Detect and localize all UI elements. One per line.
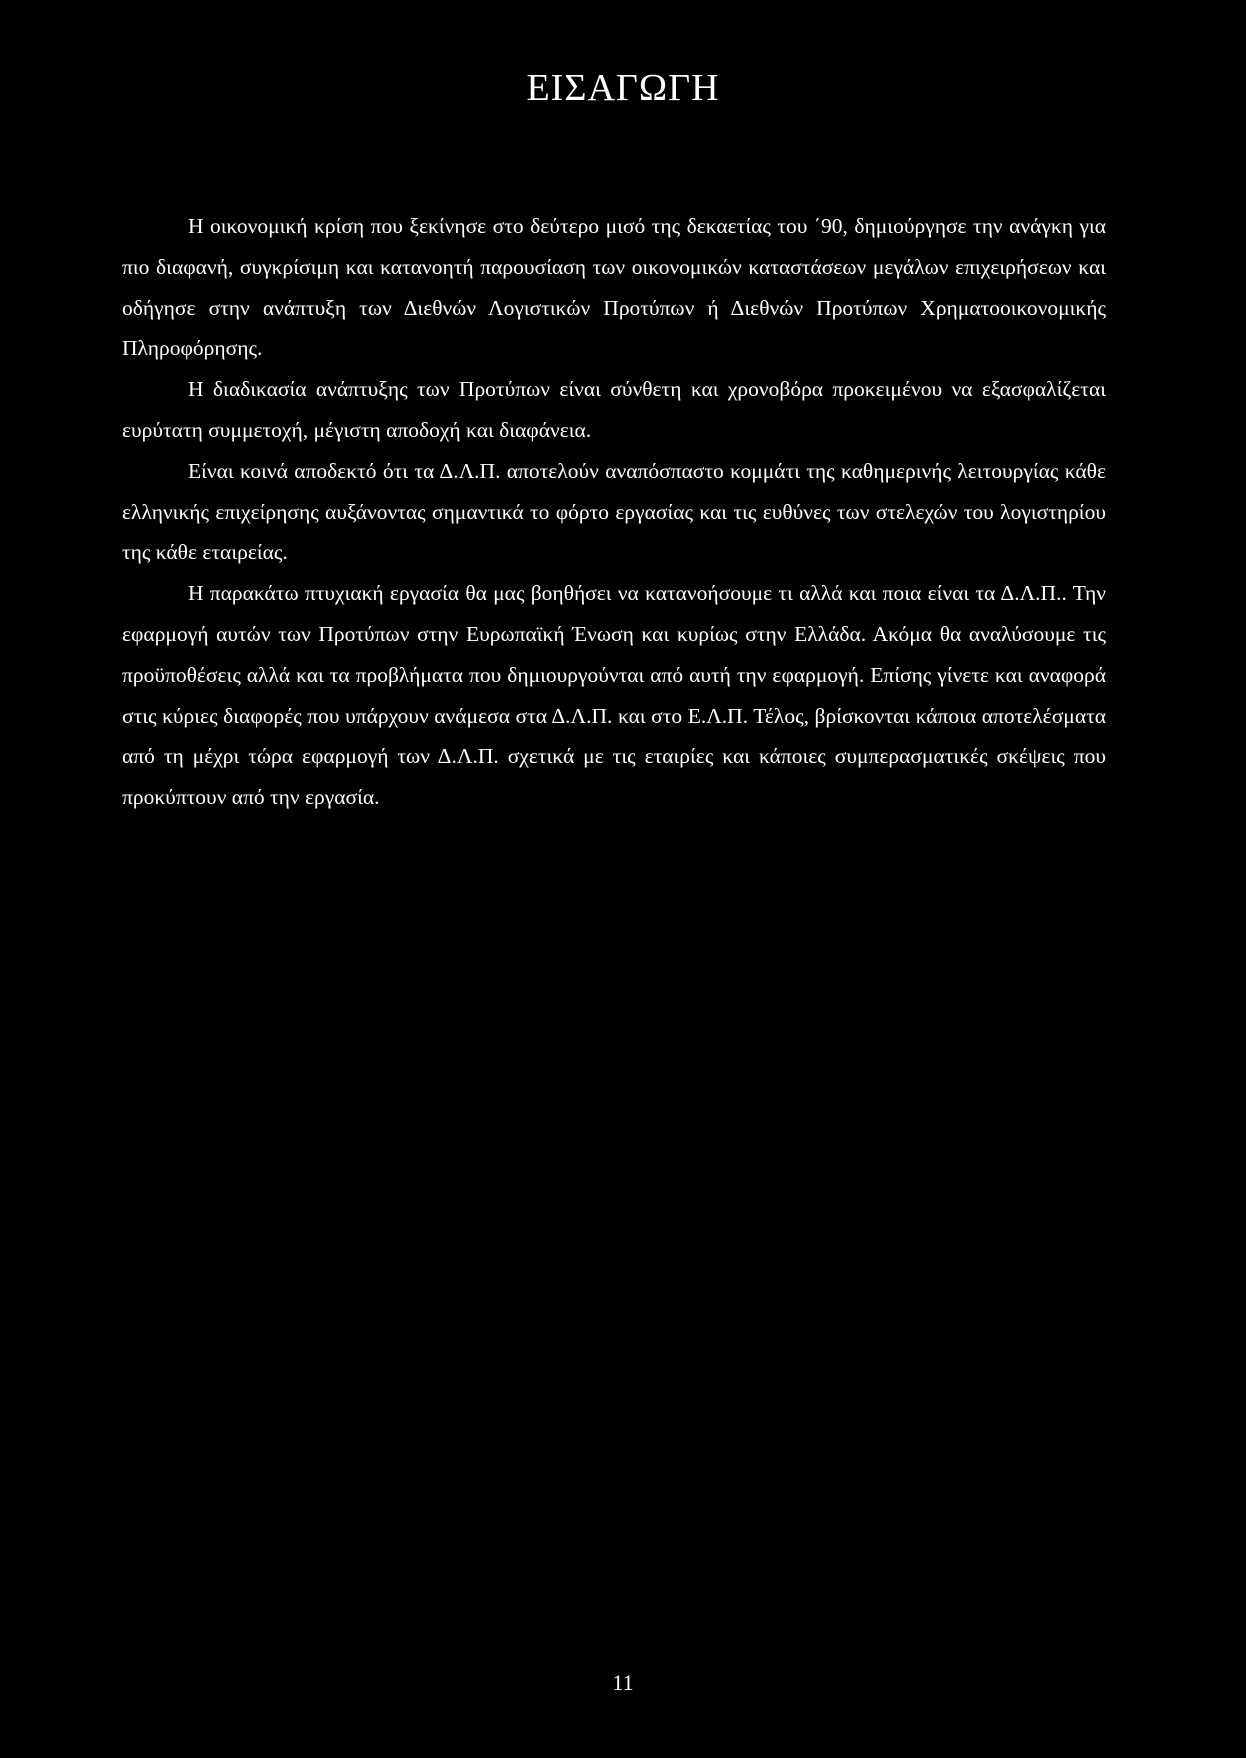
paragraph-1: Η οικονομική κρίση που ξεκίνησε στο δεύτερο μισό της δεκαετίας του ΄90, δημιούργησε την ανάγκη για πιο διαφανή, συγκρίσιμη και κατανοητή παρουσίαση των οικονομικών καταστάσεων μεγάλων επιχειρήσεων και οδήγησε στην ανάπτυξη των Διεθνών Λογιστικών Προτύπων ή Διεθνών Προτύπων Χρηματοοικονομικής Πληροφόρησης. — [122, 214, 1106, 361]
page-number: 11 — [612, 1670, 634, 1695]
page-title: ΕΙΣΑΓΩΓΗ — [526, 67, 720, 109]
paragraph-3: Είναι κοινά αποδεκτό ότι τα Δ.Λ.Π. αποτελούν αναπόσπαστο κομμάτι της καθημερινής λειτουργίας κάθε ελληνικής επιχείρησης αυξάνοντας σημαντικά το φόρτο εργασίας και τις ευθύνες των στελεχών του λογιστηρίου της κάθε εταιρείας. — [122, 458, 1106, 565]
paragraph-4: Η παρακάτω πτυχιακή εργασία θα μας βοηθήσει να κατανοήσουμε τι αλλά και ποια είναι τα Δ.Λ.Π.. Την εφαρμογή αυτών των Προτύπων στην Ευρωπαϊκή Ένωση και κυρίως στην Ελλάδα. Ακόμα θα αναλύσουμε τις προϋποθέσεις αλλά και τα προβλήματα που δημιουργούνται από αυτή την εφαρμογή. Επίσης γίνετε και αναφορά στις κύριες διαφορές που υπάρχουν ανάμεσα στα Δ.Λ.Π. και στο Ε.Λ.Π. Τέλος, βρίσκονται κάποια αποτελέσματα από τη μέχρι τώρα εφαρμογή των Δ.Λ.Π. σχετικά με τις εταιρίες και κάποιες συμπερασματικές σκέψεις που προκύπτουν από την εργασία. — [122, 581, 1106, 810]
paragraph-2: Η διαδικασία ανάπτυξης των Προτύπων είναι σύνθετη και χρονοβόρα προκειμένου να εξασφαλίζεται ευρύτατη συμμετοχή, μέγιστη αποδοχή και διαφάνεια. — [122, 377, 1106, 442]
body-text — [122, 206, 1106, 818]
